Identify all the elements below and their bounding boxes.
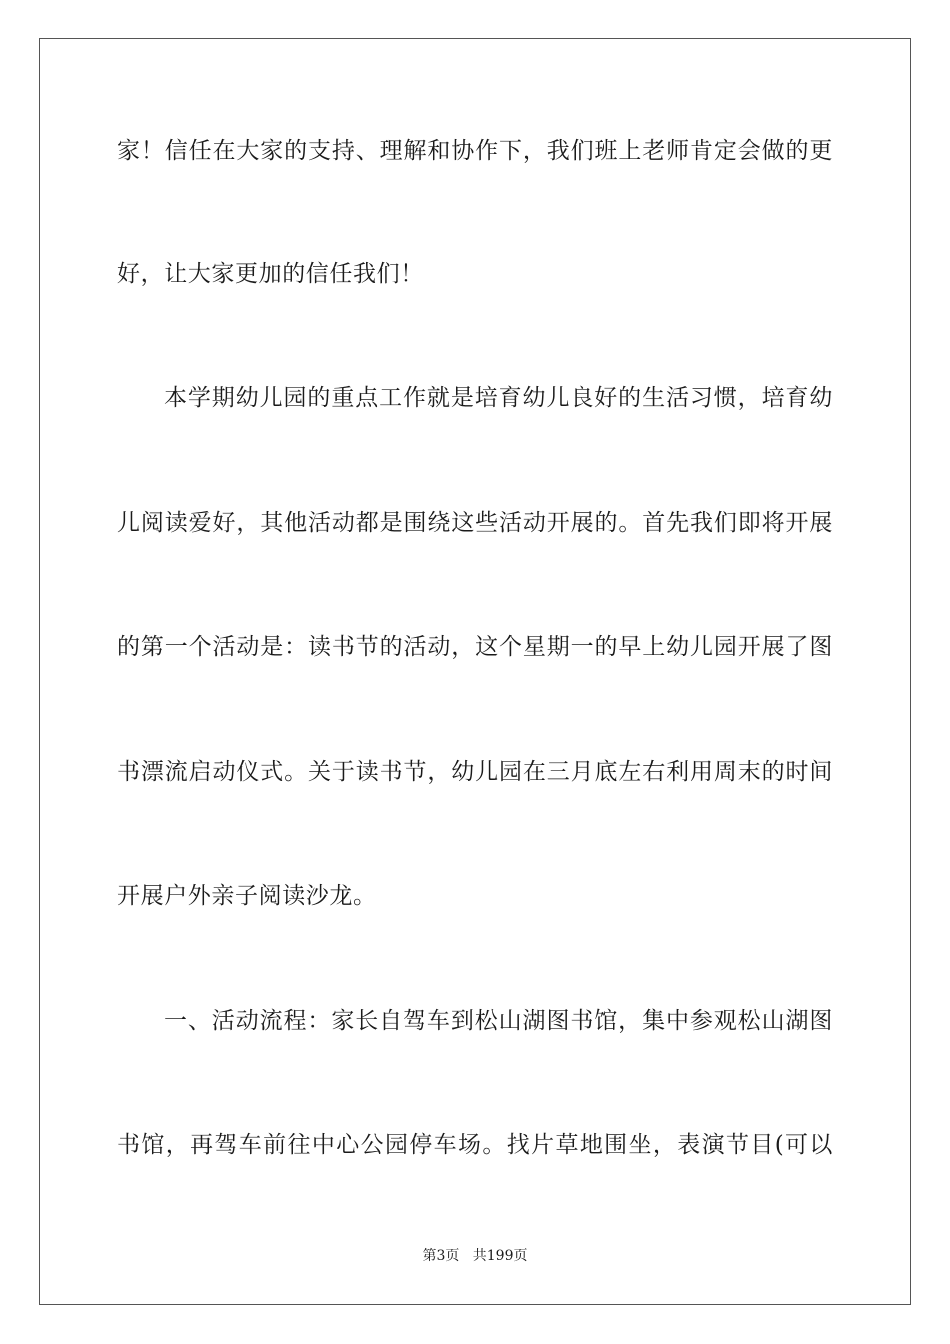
paragraph-first-line: 一、活动流程：家长自驾车到松山湖图书馆，集中参观松山湖图	[164, 1008, 833, 1034]
text-line: 儿阅读爱好，其他活动都是围绕这些活动开展的。首先我们即将开展	[117, 510, 833, 536]
page-border	[39, 38, 911, 1305]
page-footer	[0, 1247, 950, 1265]
text-line: 书馆，再驾车前往中心公园停车场。找片草地围坐，表演节目(可以	[117, 1132, 833, 1158]
page-total: 共199页	[472, 1248, 528, 1264]
text-line: 的第一个活动是：读书节的活动，这个星期一的早上幼儿园开展了图	[117, 634, 833, 660]
text-line: 书漂流启动仪式。关于读书节，幼儿园在三月底左右利用周末的时间	[117, 759, 833, 785]
page-number: 第3页	[422, 1248, 460, 1264]
text-line: 家！信任在大家的支持、理解和协作下，我们班上老师肯定会做的更	[117, 138, 833, 164]
paragraph-first-line: 本学期幼儿园的重点工作就是培育幼儿良好的生活习惯，培育幼	[164, 385, 833, 411]
text-line: 开展户外亲子阅读沙龙。	[117, 883, 377, 909]
text-line: 好，让大家更加的信任我们！	[117, 261, 424, 287]
